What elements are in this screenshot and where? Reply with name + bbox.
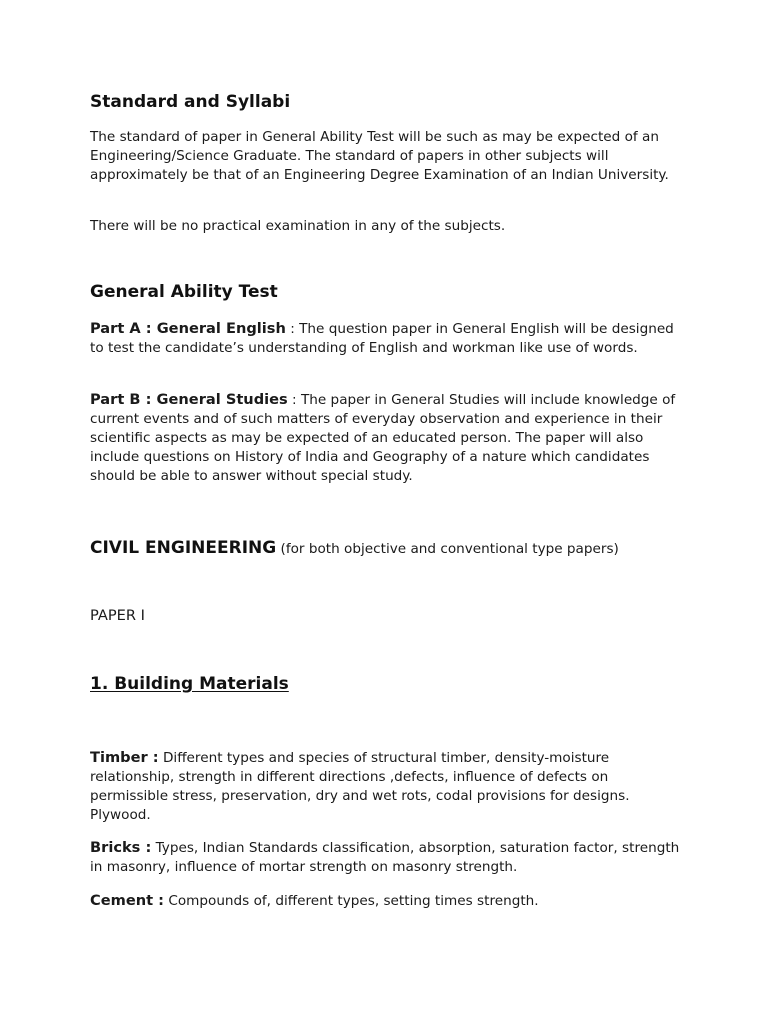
civil-engineering-heading-line — [90, 538, 619, 558]
paragraph-timber — [90, 748, 680, 825]
civil-engineering-note: (for both objective and conventional type papers) — [276, 541, 619, 557]
heading-civil-engineering: CIVIL ENGINEERING — [90, 538, 277, 558]
paragraph-part-a — [90, 319, 680, 358]
heading-standard-and-syllabi: Standard and Syllabi — [90, 92, 291, 112]
bricks-text: Types, Indian Standards classification, absorption, saturation factor, strength in masonry, influence of mortar strength on masonry strength. — [90, 840, 680, 875]
timber-text: Different types and species of structural timber, density-moisture relationship, strength in different directions ,defects, influence of defects on permissible stress, preservation, dry and wet rots, codal provisions for designs. Plywood. — [90, 750, 630, 823]
heading-general-ability-test: General Ability Test — [90, 282, 278, 302]
paragraph-no-practical-exam: There will be no practical examination in any of the subjects. — [90, 218, 506, 234]
paper-label: PAPER I — [90, 607, 145, 624]
paragraph-bricks — [90, 838, 680, 877]
paragraph-standard-of-paper: The standard of paper in General Ability Test will be such as may be expected of an Engineering/Science Graduate. The standard of papers in other subjects will approximately be that of an Engineering Degree Examination of an Indian University. — [90, 129, 669, 183]
paragraph-cement — [90, 891, 680, 911]
timber-label: Timber : — [90, 749, 159, 766]
part-a-label: Part A : General English — [90, 320, 286, 337]
part-b-label: Part B : General Studies — [90, 391, 288, 408]
part-a-text: : The question paper in General English will be designed to test the candidate’s understanding of English and workman like use of words. — [90, 321, 674, 356]
bricks-label: Bricks : — [90, 839, 152, 856]
cement-text: Compounds of, different types, setting times strength. — [164, 893, 539, 909]
paragraph-part-b — [90, 390, 680, 486]
cement-label: Cement : — [90, 892, 164, 909]
heading-building-materials: 1. Building Materials — [90, 674, 289, 694]
part-b-text: : The paper in General Studies will include knowledge of current events and of such matters of everyday observation and experience in their scientific aspects as may be expected of an educated person. The paper will also include questions on History of India and Geography of a nature which candidates should be able to answer without special study. — [90, 392, 676, 484]
